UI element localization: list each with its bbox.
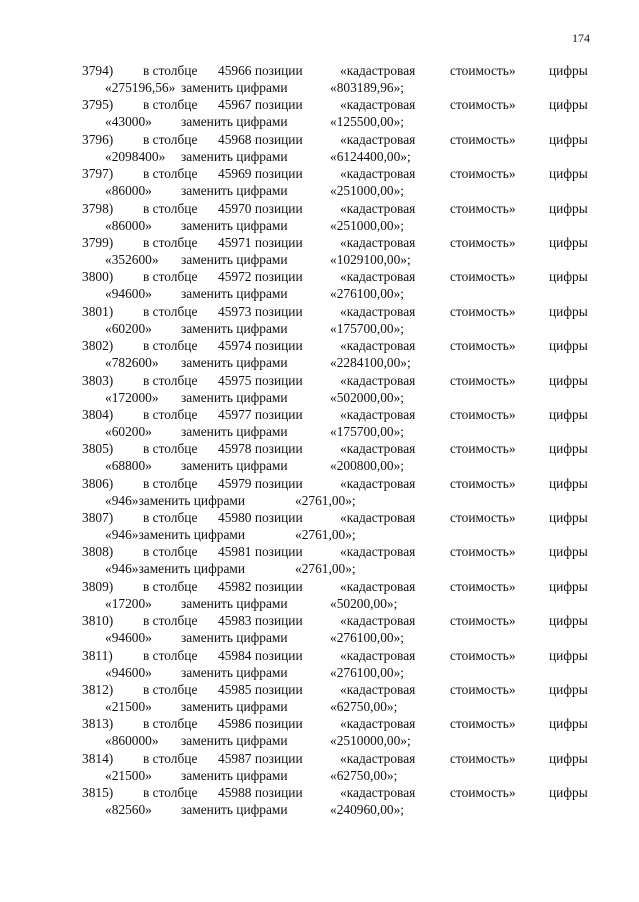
- new-value: «2284100,00»;: [330, 355, 411, 371]
- digits-label: цифры: [549, 166, 588, 182]
- replace-instruction: заменить цифрами: [181, 183, 288, 199]
- position-label: 45984 позиции: [218, 647, 303, 663]
- amendment-entry: [0, 200, 639, 234]
- value-label: стоимость»: [450, 544, 516, 560]
- value-label: стоимость»: [450, 578, 516, 594]
- entry-number: 3810): [82, 613, 114, 629]
- entry-number: 3806): [82, 475, 114, 491]
- amendment-entry: [0, 612, 639, 646]
- position-label: 45980 позиции: [218, 510, 303, 526]
- new-value: «251000,00»;: [330, 217, 405, 233]
- replace-instruction: заменить цифрами: [181, 114, 288, 130]
- value-label: стоимость»: [450, 613, 516, 629]
- amendment-entry: [0, 234, 639, 268]
- amendment-list: [0, 62, 639, 819]
- digits-label: цифры: [549, 131, 588, 147]
- digits-label: цифры: [549, 200, 588, 216]
- position-label: 45985 позиции: [218, 682, 303, 698]
- column-label: в столбце: [143, 97, 198, 113]
- digits-label: цифры: [549, 475, 588, 491]
- column-label: в столбце: [143, 785, 198, 801]
- value-label: стоимость»: [450, 441, 516, 457]
- entry-number: 3796): [82, 131, 114, 147]
- value-label: стоимость»: [450, 303, 516, 319]
- old-value: «782600»: [105, 355, 159, 371]
- cadastral-label: «кадастровая: [340, 475, 416, 491]
- old-value: «86000»: [105, 217, 152, 233]
- replace-instruction: заменить цифрами: [181, 767, 288, 783]
- new-value: «2761,00»;: [295, 561, 356, 577]
- value-label: стоимость»: [450, 750, 516, 766]
- old-value: «2098400»: [105, 148, 166, 164]
- replace-instruction: заменить цифрами: [181, 251, 288, 267]
- old-value: «60200»: [105, 423, 152, 439]
- entry-number: 3811): [82, 647, 113, 663]
- position-label: 45983 позиции: [218, 613, 303, 629]
- column-label: в столбце: [143, 303, 198, 319]
- amendment-entry: [0, 509, 639, 543]
- value-label: стоимость»: [450, 682, 516, 698]
- replace-instruction: заменить цифрами: [181, 389, 288, 405]
- replace-instruction: заменить цифрами: [181, 595, 288, 611]
- cadastral-label: «кадастровая: [340, 441, 416, 457]
- digits-label: цифры: [549, 63, 588, 78]
- entry-number: 3800): [82, 269, 114, 285]
- digits-label: цифры: [549, 785, 588, 801]
- entry-number: 3797): [82, 166, 114, 182]
- value-label: стоимость»: [450, 269, 516, 285]
- cadastral-label: «кадастровая: [340, 131, 416, 147]
- position-label: 45972 позиции: [218, 269, 303, 285]
- new-value: «200800,00»;: [330, 458, 405, 474]
- column-label: в столбце: [143, 613, 198, 629]
- amendment-entry: [0, 337, 639, 371]
- digits-label: цифры: [549, 647, 588, 663]
- replace-instruction: заменить цифрами: [181, 802, 288, 818]
- entry-number: 3809): [82, 578, 114, 594]
- cadastral-label: «кадастровая: [340, 613, 416, 629]
- amendment-entry: [0, 647, 639, 681]
- entry-number: 3815): [82, 785, 114, 801]
- new-value: «175700,00»;: [330, 423, 405, 439]
- replace-instruction: заменить цифрами: [181, 664, 288, 680]
- cadastral-label: «кадастровая: [340, 647, 416, 663]
- column-label: в столбце: [143, 647, 198, 663]
- position-label: 45968 позиции: [218, 131, 303, 147]
- column-label: в столбце: [143, 269, 198, 285]
- entry-number: 3799): [82, 234, 114, 250]
- old-value: «172000»: [105, 389, 159, 405]
- entry-number: 3807): [82, 510, 114, 526]
- column-label: в столбце: [143, 63, 198, 78]
- old-value: «17200»: [105, 595, 152, 611]
- position-label: 45988 позиции: [218, 785, 303, 801]
- old-value: «60200»: [105, 320, 152, 336]
- entry-number: 3814): [82, 750, 114, 766]
- column-label: в столбце: [143, 131, 198, 147]
- new-value: «803189,96»;: [330, 80, 405, 95]
- entry-number: 3794): [82, 63, 114, 78]
- amendment-entry: [0, 750, 639, 784]
- new-value: «2761,00»;: [295, 492, 356, 508]
- value-label: стоимость»: [450, 475, 516, 491]
- column-label: в столбце: [143, 510, 198, 526]
- position-label: 45971 позиции: [218, 234, 303, 250]
- entry-number: 3803): [82, 372, 114, 388]
- digits-label: цифры: [549, 372, 588, 388]
- cadastral-label: «кадастровая: [340, 234, 416, 250]
- position-label: 45979 позиции: [218, 475, 303, 491]
- value-label: стоимость»: [450, 234, 516, 250]
- old-value: «352600»: [105, 251, 159, 267]
- old-value: «946»заменить цифрами: [105, 527, 246, 543]
- value-label: стоимость»: [450, 785, 516, 801]
- replace-instruction: заменить цифрами: [181, 286, 288, 302]
- digits-label: цифры: [549, 303, 588, 319]
- old-value: «68800»: [105, 458, 152, 474]
- position-label: 45967 позиции: [218, 97, 303, 113]
- amendment-entry: [0, 784, 639, 818]
- value-label: стоимость»: [450, 63, 516, 78]
- new-value: «2510000,00»;: [330, 733, 411, 749]
- replace-instruction: заменить цифрами: [181, 458, 288, 474]
- digits-label: цифры: [549, 716, 588, 732]
- entry-number: 3808): [82, 544, 114, 560]
- old-value: «86000»: [105, 183, 152, 199]
- new-value: «125500,00»;: [330, 114, 405, 130]
- amendment-entry: [0, 131, 639, 165]
- replace-instruction: заменить цифрами: [181, 699, 288, 715]
- old-value: «43000»: [105, 114, 152, 130]
- digits-label: цифры: [549, 544, 588, 560]
- position-label: 45986 позиции: [218, 716, 303, 732]
- cadastral-label: «кадастровая: [340, 269, 416, 285]
- new-value: «62750,00»;: [330, 699, 398, 715]
- cadastral-label: «кадастровая: [340, 716, 416, 732]
- value-label: стоимость»: [450, 510, 516, 526]
- column-label: в столбце: [143, 372, 198, 388]
- value-label: стоимость»: [450, 716, 516, 732]
- new-value: «175700,00»;: [330, 320, 405, 336]
- amendment-entry: [0, 475, 639, 509]
- cadastral-label: «кадастровая: [340, 578, 416, 594]
- value-label: стоимость»: [450, 131, 516, 147]
- replace-instruction: заменить цифрами: [181, 217, 288, 233]
- cadastral-label: «кадастровая: [340, 406, 416, 422]
- column-label: в столбце: [143, 578, 198, 594]
- old-value: «94600»: [105, 664, 152, 680]
- replace-instruction: заменить цифрами: [181, 355, 288, 371]
- digits-label: цифры: [549, 578, 588, 594]
- value-label: стоимость»: [450, 166, 516, 182]
- new-value: «62750,00»;: [330, 767, 398, 783]
- cadastral-label: «кадастровая: [340, 200, 416, 216]
- amendment-entry: [0, 303, 639, 337]
- old-value: «21500»: [105, 767, 152, 783]
- old-value: «94600»: [105, 630, 152, 646]
- old-value: «860000»: [105, 733, 159, 749]
- cadastral-label: «кадастровая: [340, 372, 416, 388]
- amendment-entry: [0, 578, 639, 612]
- new-value: «2761,00»;: [295, 527, 356, 543]
- entry-number: 3798): [82, 200, 114, 216]
- value-label: стоимость»: [450, 372, 516, 388]
- value-label: стоимость»: [450, 97, 516, 113]
- digits-label: цифры: [549, 406, 588, 422]
- old-value: «21500»: [105, 699, 152, 715]
- digits-label: цифры: [549, 682, 588, 698]
- column-label: в столбце: [143, 338, 198, 354]
- new-value: «6124400,00»;: [330, 148, 411, 164]
- old-value: «82560»: [105, 802, 152, 818]
- entry-number: 3795): [82, 97, 114, 113]
- position-label: 45981 позиции: [218, 544, 303, 560]
- entry-number: 3802): [82, 338, 114, 354]
- amendment-entry: [0, 372, 639, 406]
- new-value: «240960,00»;: [330, 802, 405, 818]
- new-value: «276100,00»;: [330, 286, 405, 302]
- digits-label: цифры: [549, 510, 588, 526]
- replace-instruction: заменить цифрами: [181, 423, 288, 439]
- cadastral-label: «кадастровая: [340, 97, 416, 113]
- old-value: «946»заменить цифрами: [105, 492, 246, 508]
- entry-number: 3801): [82, 303, 114, 319]
- amendment-entry: [0, 165, 639, 199]
- replace-instruction: заменить цифрами: [181, 80, 288, 95]
- cadastral-label: «кадастровая: [340, 63, 416, 78]
- entry-number: 3804): [82, 406, 114, 422]
- old-value: «94600»: [105, 286, 152, 302]
- column-label: в столбце: [143, 200, 198, 216]
- column-label: в столбце: [143, 234, 198, 250]
- page-number: 174: [572, 31, 590, 45]
- entry-number: 3812): [82, 682, 114, 698]
- entry-number: 3813): [82, 716, 114, 732]
- new-value: «1029100,00»;: [330, 251, 411, 267]
- cadastral-label: «кадастровая: [340, 510, 416, 526]
- position-label: 45969 позиции: [218, 166, 303, 182]
- position-label: 45974 позиции: [218, 338, 303, 354]
- position-label: 45970 позиции: [218, 200, 303, 216]
- value-label: стоимость»: [450, 647, 516, 663]
- digits-label: цифры: [549, 97, 588, 113]
- cadastral-label: «кадастровая: [340, 544, 416, 560]
- digits-label: цифры: [549, 613, 588, 629]
- amendment-entry: [0, 715, 639, 749]
- position-label: 45975 позиции: [218, 372, 303, 388]
- cadastral-label: «кадастровая: [340, 750, 416, 766]
- column-label: в столбце: [143, 441, 198, 457]
- column-label: в столбце: [143, 406, 198, 422]
- position-label: 45978 позиции: [218, 441, 303, 457]
- old-value: «275196,56»: [105, 80, 176, 95]
- cadastral-label: «кадастровая: [340, 338, 416, 354]
- amendment-entry: [0, 543, 639, 577]
- digits-label: цифры: [549, 269, 588, 285]
- amendment-entry: [0, 681, 639, 715]
- new-value: «50200,00»;: [330, 595, 398, 611]
- amendment-entry: [0, 268, 639, 302]
- column-label: в столбце: [143, 475, 198, 491]
- replace-instruction: заменить цифрами: [181, 148, 288, 164]
- value-label: стоимость»: [450, 200, 516, 216]
- amendment-entry: [0, 62, 639, 96]
- amendment-entry: [0, 440, 639, 474]
- position-label: 45966 позиции: [218, 63, 303, 78]
- new-value: «276100,00»;: [330, 630, 405, 646]
- replace-instruction: заменить цифрами: [181, 320, 288, 336]
- cadastral-label: «кадастровая: [340, 303, 416, 319]
- new-value: «502000,00»;: [330, 389, 405, 405]
- replace-instruction: заменить цифрами: [181, 733, 288, 749]
- position-label: 45987 позиции: [218, 750, 303, 766]
- column-label: в столбце: [143, 750, 198, 766]
- digits-label: цифры: [549, 750, 588, 766]
- amendment-entry: [0, 96, 639, 130]
- new-value: «276100,00»;: [330, 664, 405, 680]
- position-label: 45982 позиции: [218, 578, 303, 594]
- cadastral-label: «кадастровая: [340, 166, 416, 182]
- digits-label: цифры: [549, 234, 588, 250]
- column-label: в столбце: [143, 544, 198, 560]
- position-label: 45977 позиции: [218, 406, 303, 422]
- cadastral-label: «кадастровая: [340, 785, 416, 801]
- entry-number: 3805): [82, 441, 114, 457]
- old-value: «946»заменить цифрами: [105, 561, 246, 577]
- value-label: стоимость»: [450, 406, 516, 422]
- digits-label: цифры: [549, 441, 588, 457]
- position-label: 45973 позиции: [218, 303, 303, 319]
- amendment-entry: [0, 406, 639, 440]
- column-label: в столбце: [143, 716, 198, 732]
- value-label: стоимость»: [450, 338, 516, 354]
- column-label: в столбце: [143, 682, 198, 698]
- new-value: «251000,00»;: [330, 183, 405, 199]
- replace-instruction: заменить цифрами: [181, 630, 288, 646]
- digits-label: цифры: [549, 338, 588, 354]
- column-label: в столбце: [143, 166, 198, 182]
- cadastral-label: «кадастровая: [340, 682, 416, 698]
